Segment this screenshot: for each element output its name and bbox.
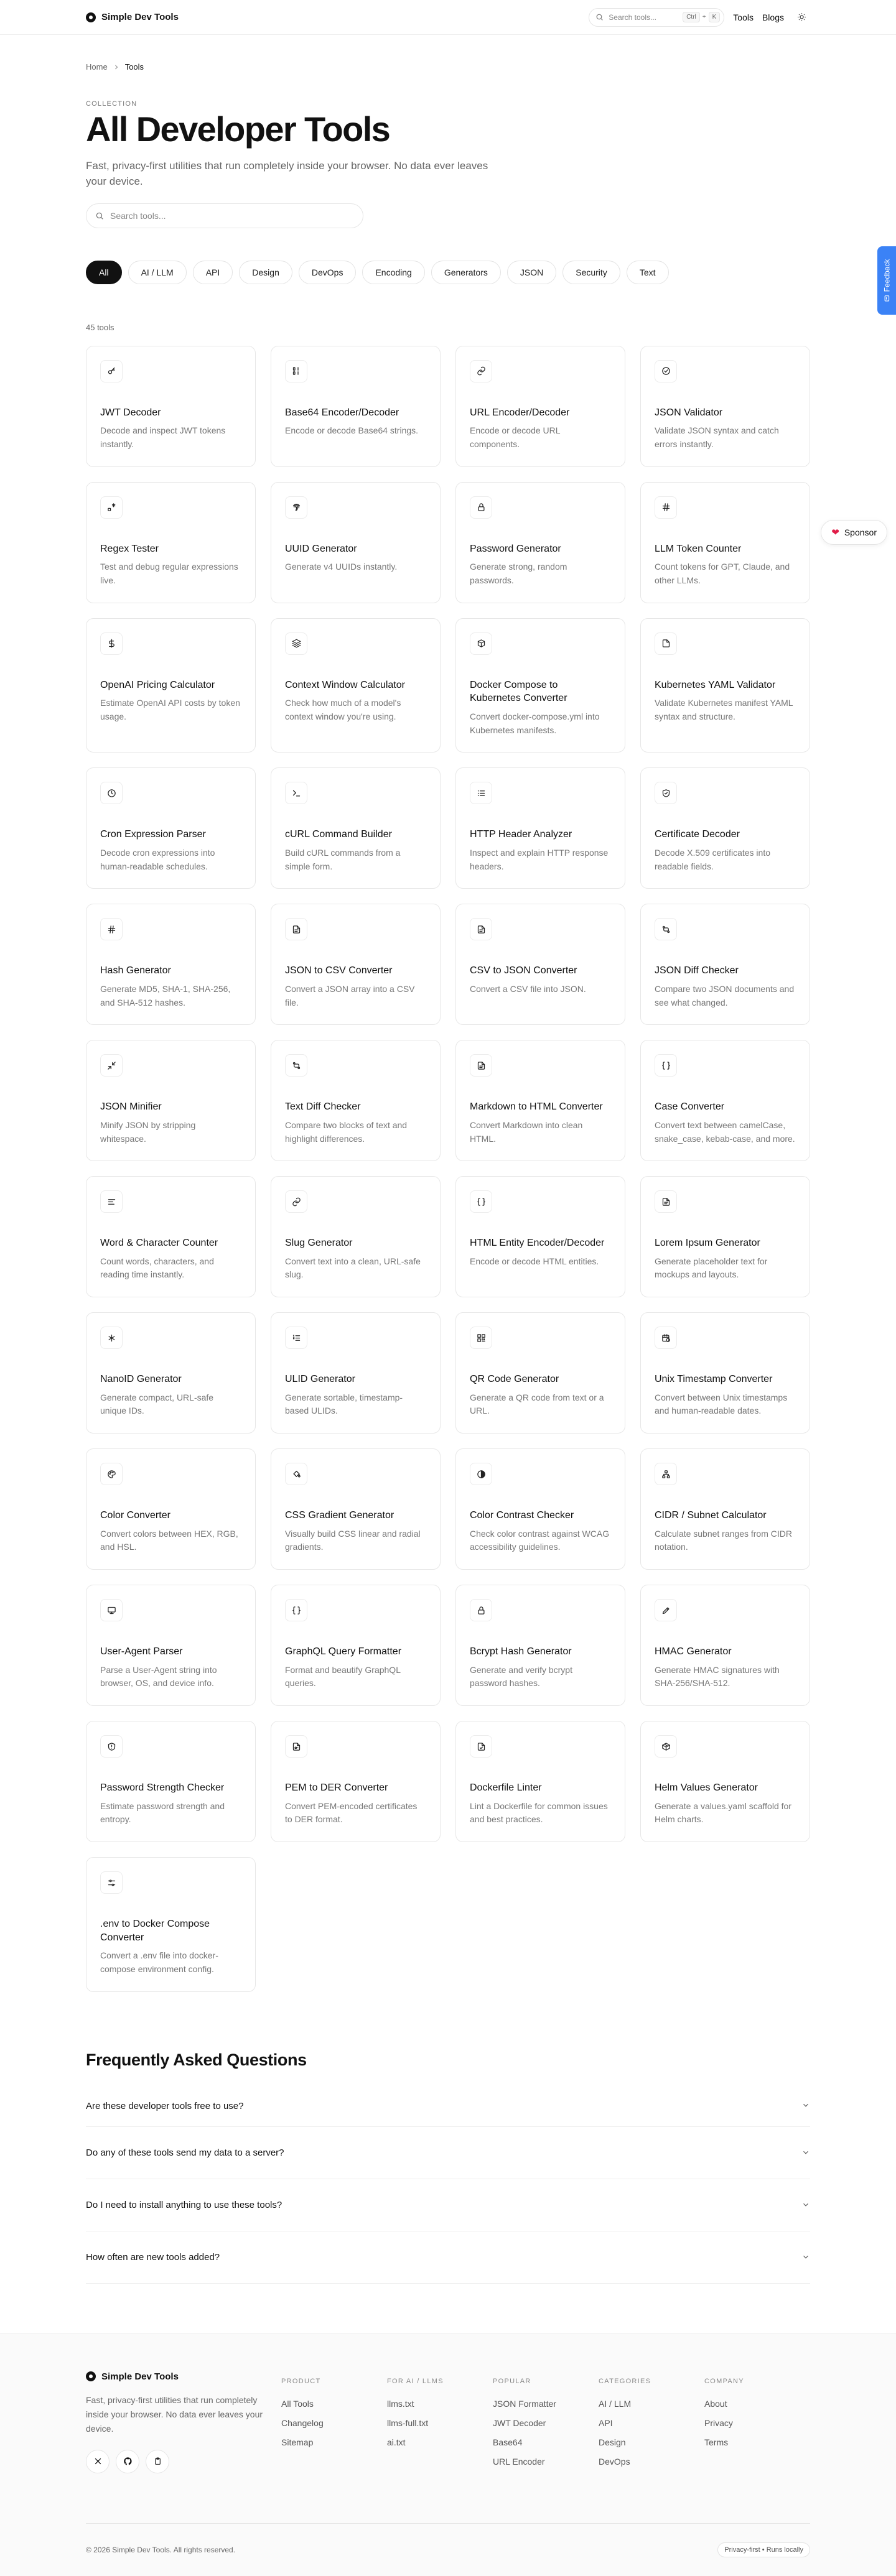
tool-card-title: Color Converter [100, 1510, 170, 1521]
tool-card-cron-expression-parser[interactable] [86, 767, 256, 889]
tool-card-openai-pricing-calculator[interactable] [86, 618, 256, 753]
footer-link-devops[interactable]: DevOps [599, 2456, 630, 2467]
braces-icon [655, 1054, 677, 1077]
tool-card-title: Helm Values Generator [655, 1782, 758, 1794]
sponsor-label: Sponsor [844, 527, 877, 537]
footer-link-about[interactable]: About [704, 2398, 727, 2409]
search-icon [595, 13, 604, 21]
tool-card-graphql-query-formatter[interactable] [271, 1585, 441, 1706]
diff-icon [655, 918, 677, 940]
tool-card-description: Test and debug regular expressions live. [100, 562, 238, 586]
faq-question: How often are new tools added? [86, 2251, 220, 2263]
tool-card-description: Encode or decode Base64 strings. [285, 425, 419, 436]
tool-card-description: Format and beautify GraphQL queries. [285, 1664, 401, 1689]
tool-card-user-agent-parser[interactable] [86, 1585, 256, 1706]
contrast-icon [470, 1463, 492, 1485]
tool-card-description: Compare two JSON documents and see what changed. [655, 983, 795, 1008]
filter-chip-generators[interactable]: Generators [431, 261, 501, 284]
kbd-plus: + [702, 14, 706, 21]
sliders-icon [100, 1871, 123, 1894]
tool-card-title: JSON Minifier [100, 1101, 162, 1113]
footer-link-sitemap[interactable]: Sitemap [281, 2437, 314, 2447]
logo-icon [86, 12, 96, 22]
privacy-badge: Privacy-first • Runs locally [717, 2542, 810, 2557]
chevron-down-icon [801, 2253, 810, 2261]
tool-card-title: QR Code Generator [470, 1374, 559, 1385]
shield-alert-icon [100, 1735, 123, 1758]
tool-card-description: Calculate subnet ranges from CIDR notation. [655, 1528, 792, 1552]
tool-card-title: Certificate Decoder [655, 829, 740, 840]
footer-link-llms-full-txt[interactable]: llms-full.txt [387, 2417, 429, 2428]
message-square-icon [884, 295, 890, 302]
github-link[interactable] [116, 2450, 139, 2473]
diff-icon [285, 1054, 307, 1077]
search-icon [95, 211, 104, 220]
feedback-tab[interactable] [877, 246, 896, 315]
tool-card-title: Context Window Calculator [285, 679, 405, 690]
tool-search [86, 203, 363, 228]
header-search-placeholder: Search tools... [609, 12, 656, 22]
tool-card-description: Generate placeholder text for mockups and layouts. [655, 1256, 768, 1280]
tool-card-title: JSON to CSV Converter [285, 965, 393, 976]
tool-card-env-to-docker-compose-converter[interactable] [86, 1857, 256, 1992]
breadcrumb-home[interactable]: Home [86, 62, 108, 72]
tool-card-description: Convert docker-compose.yml into Kubernetes manifests. [470, 711, 600, 735]
tool-card-title: Slug Generator [285, 1238, 353, 1249]
lock-icon [470, 496, 492, 519]
footer-bottom [86, 2523, 810, 2557]
file-icon [655, 632, 677, 655]
tool-card-base64-encoder-decoder[interactable] [271, 346, 441, 467]
tool-card-jwt-decoder[interactable] [86, 346, 256, 467]
footer-brand-name: Simple Dev Tools [101, 2371, 179, 2382]
clock-icon [100, 782, 123, 804]
file-text-icon [470, 1054, 492, 1077]
tool-card-description: Minify JSON by stripping whitespace. [100, 1119, 196, 1144]
footer-link-all-tools[interactable]: All Tools [281, 2398, 314, 2409]
tool-card-title: JSON Diff Checker [655, 965, 739, 976]
social-links [86, 2450, 281, 2473]
footer-columns [281, 2371, 810, 2476]
filter-chip-text[interactable]: Text [627, 261, 669, 284]
binary-icon [285, 360, 307, 382]
tool-card-title: Markdown to HTML Converter [470, 1101, 603, 1113]
tool-card-description: Convert PEM-encoded certificates to DER format. [285, 1800, 418, 1825]
key-icon [100, 360, 123, 382]
tool-card-title: CSS Gradient Generator [285, 1510, 394, 1521]
tool-card-description: Decode cron expressions into human-readable schedules. [100, 847, 215, 871]
site-footer [0, 2333, 896, 2576]
tool-card-description: Generate compact, URL-safe unique IDs. [100, 1392, 214, 1416]
footer-column-categories [599, 2371, 704, 2476]
x-link[interactable] [86, 2450, 110, 2473]
file-text-icon [655, 1190, 677, 1213]
copyright: © 2026 Simple Dev Tools. All rights reserved. [86, 2545, 236, 2554]
tool-card-kubernetes-yaml-validator[interactable] [640, 618, 810, 753]
tool-card-title: JSON Validator [655, 407, 723, 418]
link-icon [285, 1190, 307, 1213]
tool-card-uuid-generator[interactable] [271, 482, 441, 603]
sun-icon [797, 12, 806, 22]
tool-card-title: Text Diff Checker [285, 1101, 361, 1113]
fingerprint-icon [285, 496, 307, 519]
package-icon [655, 1735, 677, 1758]
tool-card-title: GraphQL Query Formatter [285, 1646, 402, 1657]
tool-card-description: Estimate password strength and entropy. [100, 1800, 225, 1825]
tool-card-title: Cron Expression Parser [100, 829, 206, 840]
file-key-icon [285, 1735, 307, 1758]
footer-tagline: Fast, privacy-first utilities that run completely inside your browser. No data ever leaves your device. [86, 2394, 263, 2434]
tool-card-description: Generate a QR code from text or a URL. [470, 1392, 604, 1416]
x-icon [94, 2457, 102, 2465]
chevron-down-icon [801, 2148, 810, 2157]
chevron-down-icon [801, 2200, 810, 2209]
tool-card-title: CIDR / Subnet Calculator [655, 1510, 767, 1521]
faq-item[interactable] [86, 2231, 810, 2284]
tool-card-dockerfile-linter[interactable] [455, 1721, 625, 1842]
file-text-icon [470, 918, 492, 940]
tool-card-description: Generate HMAC signatures with SHA-256/SHA-512. [655, 1664, 780, 1689]
filter-chip-design[interactable]: Design [239, 261, 292, 284]
eyebrow-label: COLLECTION [86, 100, 138, 108]
hash-icon [100, 918, 123, 940]
page-subtitle: Fast, privacy-first utilities that run completely inside your browser. No data ever leaves your device. [86, 159, 488, 188]
tool-card-docker-compose-to-kubernetes-converter[interactable] [455, 618, 625, 753]
chevron-down-icon [801, 2101, 810, 2110]
tool-card-description: Convert a .env file into docker-compose environment config. [100, 1950, 218, 1974]
tool-card-word-character-counter[interactable] [86, 1176, 256, 1297]
tool-card-description: Generate and verify bcrypt password hashes. [470, 1664, 572, 1689]
list-icon [470, 782, 492, 804]
tool-card-title: Bcrypt Hash Generator [470, 1646, 572, 1657]
filter-chip-api[interactable]: API [193, 261, 233, 284]
tool-card-title: Color Contrast Checker [470, 1510, 574, 1521]
feedback-label: Feedback [882, 259, 892, 292]
tool-card-description: Lint a Dockerfile for common issues and best practices. [470, 1800, 608, 1825]
tool-card-title: cURL Command Builder [285, 829, 392, 840]
tool-card-helm-values-generator[interactable] [640, 1721, 810, 1842]
tool-card-description: Inspect and explain HTTP response headers. [470, 847, 609, 871]
tool-card-description: Check color contrast against WCAG accessibility guidelines. [470, 1528, 610, 1552]
tool-card-description: Convert text between camelCase, snake_case, kebab-case, and more. [655, 1119, 795, 1144]
tool-card-url-encoder-decoder[interactable] [455, 346, 625, 467]
tool-card-description: Encode or decode HTML entities. [470, 1256, 599, 1266]
tool-card-json-diff-checker[interactable] [640, 904, 810, 1025]
tool-search-input[interactable] [110, 211, 354, 221]
tool-card-description: Decode X.509 certificates into readable fields. [655, 847, 770, 871]
breadcrumb [86, 62, 810, 72]
footer-link-list [281, 2399, 387, 2447]
footer-column-heading: CATEGORIES [599, 2377, 651, 2385]
tool-card-description: Compare two blocks of text and highlight differences. [285, 1119, 408, 1144]
footer-link-list [493, 2399, 599, 2467]
tool-card-title: Kubernetes YAML Validator [655, 679, 776, 690]
tool-card-title: NanoID Generator [100, 1374, 182, 1385]
footer-brand-link[interactable] [86, 2371, 281, 2382]
tool-card-description: Decode and inspect JWT tokens instantly. [100, 425, 226, 450]
nav-tools[interactable]: Tools [733, 12, 754, 22]
faq-question: Do I need to install anything to use these tools? [86, 2199, 282, 2210]
regex-icon [100, 496, 123, 519]
tool-card-description: Convert a CSV file into JSON. [470, 983, 586, 994]
tool-card-description: Convert colors between HEX, RGB, and HSL. [100, 1528, 238, 1552]
tool-card-title: Docker Compose to Kubernetes Converter [470, 679, 567, 704]
braces-icon [470, 1190, 492, 1213]
tool-card-title: Password Strength Checker [100, 1782, 225, 1794]
tool-card-description: Generate sortable, timestamp-based ULIDs. [285, 1392, 403, 1416]
nav-blogs[interactable]: Blogs [762, 12, 784, 22]
shield-check-icon [655, 782, 677, 804]
tool-card-title: Word & Character Counter [100, 1238, 218, 1249]
page-title: All Developer Tools [86, 109, 390, 149]
tool-card-lorem-ipsum-generator[interactable] [640, 1176, 810, 1297]
brand-name: Simple Dev Tools [101, 12, 179, 22]
tool-card-title: Lorem Ipsum Generator [655, 1238, 760, 1249]
file-text-icon [285, 918, 307, 940]
tool-card-title: LLM Token Counter [655, 543, 742, 554]
file-check-icon [470, 1735, 492, 1758]
clipboard-link[interactable] [146, 2450, 169, 2473]
filter-chip-json[interactable]: JSON [507, 261, 556, 284]
tool-card-cidr-subnet-calculator[interactable] [640, 1448, 810, 1570]
kbd-key: K [709, 12, 721, 22]
breadcrumb-current: Tools [124, 62, 144, 72]
site-header [0, 0, 896, 35]
pen-icon [655, 1599, 677, 1621]
footer-link-ai-llm[interactable]: AI / LLM [599, 2398, 632, 2409]
tool-card-password-generator[interactable] [455, 482, 625, 603]
qr-code-icon [470, 1327, 492, 1349]
tool-card-title: User-Agent Parser [100, 1646, 183, 1657]
category-filters [86, 261, 810, 284]
tool-card-description: Validate JSON syntax and catch errors instantly. [655, 425, 779, 450]
tool-card-description: Generate v4 UUIDs instantly. [285, 562, 398, 572]
faq-item[interactable] [86, 2179, 810, 2231]
tool-card-title: .env to Docker Compose Converter [100, 1919, 210, 1943]
tool-card-description: Parse a User-Agent string into browser, OS, and device info. [100, 1664, 217, 1689]
tool-card-title: Unix Timestamp Converter [655, 1374, 773, 1385]
main-content [86, 62, 810, 2284]
sponsor-button[interactable] [821, 520, 887, 545]
tool-card-title: UUID Generator [285, 543, 357, 554]
footer-link-api[interactable]: API [599, 2417, 613, 2428]
faq-list [86, 2087, 810, 2284]
footer-link-privacy[interactable]: Privacy [704, 2417, 733, 2428]
theme-toggle-button[interactable] [793, 9, 810, 26]
tool-card-title: HMAC Generator [655, 1646, 732, 1657]
network-icon [655, 1463, 677, 1485]
footer-link-list [387, 2399, 493, 2447]
tool-card-title: JWT Decoder [100, 407, 161, 418]
footer-brand [86, 2371, 281, 2476]
tool-card-qr-code-generator[interactable] [455, 1312, 625, 1434]
monitor-icon [100, 1599, 123, 1621]
header-actions [589, 8, 810, 27]
terminal-icon [285, 782, 307, 804]
footer-link-list [599, 2399, 704, 2467]
tool-card-description: Build cURL commands from a simple form. [285, 847, 401, 871]
tool-card-html-entity-encoder-decoder[interactable] [455, 1176, 625, 1297]
tool-count: 45 tools [86, 322, 114, 332]
tool-card-description: Convert a JSON array into a CSV file. [285, 983, 415, 1008]
tool-card-description: Visually build CSS linear and radial gradients. [285, 1528, 421, 1552]
layers-icon [285, 632, 307, 655]
footer-link-terms[interactable]: Terms [704, 2437, 729, 2447]
filter-chip-devops[interactable]: DevOps [299, 261, 357, 284]
calendar-clock-icon [655, 1327, 677, 1349]
filter-chip-security[interactable]: Security [562, 261, 620, 284]
tool-card-slug-generator[interactable] [271, 1176, 441, 1297]
tool-card-description: Validate Kubernetes manifest YAML syntax and structure. [655, 698, 793, 722]
lock-icon [470, 1599, 492, 1621]
dollar-icon [100, 632, 123, 655]
tool-card-csv-to-json-converter[interactable] [455, 904, 625, 1025]
tool-grid [86, 346, 810, 1992]
footer-column-heading: PRODUCT [281, 2377, 321, 2385]
tool-card-text-diff-checker[interactable] [271, 1040, 441, 1161]
palette-icon [100, 1463, 123, 1485]
tool-card-css-gradient-generator[interactable] [271, 1448, 441, 1570]
clipboard-icon [154, 2457, 162, 2465]
tool-card-password-strength-checker[interactable] [86, 1721, 256, 1842]
tool-card-nanoid-generator[interactable] [86, 1312, 256, 1434]
tool-card-description: Convert between Unix timestamps and human-readable dates. [655, 1392, 788, 1416]
footer-link-url-encoder[interactable]: URL Encoder [493, 2456, 545, 2467]
asterisk-icon [100, 1327, 123, 1349]
tool-card-color-converter[interactable] [86, 1448, 256, 1570]
boxes-icon [470, 632, 492, 655]
footer-column-company [704, 2371, 810, 2476]
footer-link-base64[interactable]: Base64 [493, 2437, 523, 2447]
tool-card-description: Generate MD5, SHA-1, SHA-256, and SHA-512 hashes. [100, 983, 231, 1008]
tool-card-bcrypt-hash-generator[interactable] [455, 1585, 625, 1706]
footer-link-design[interactable]: Design [599, 2437, 626, 2447]
kbd-ctrl: Ctrl [683, 12, 700, 22]
tool-card-title: URL Encoder/Decoder [470, 407, 570, 418]
heart-icon: ❤ [831, 527, 839, 538]
chevron-right-icon [113, 63, 120, 71]
tool-card-llm-token-counter[interactable] [640, 482, 810, 603]
filter-chip-ai-llm[interactable]: AI / LLM [128, 261, 187, 284]
tool-card-json-to-csv-converter[interactable] [271, 904, 441, 1025]
github-icon [123, 2457, 133, 2466]
tool-card-title: HTTP Header Analyzer [470, 829, 572, 840]
filter-chip-all[interactable]: All [86, 261, 122, 284]
tool-card-description: Convert Markdown into clean HTML. [470, 1119, 583, 1144]
logo-icon [86, 2371, 96, 2381]
minimize-icon [100, 1054, 123, 1077]
tool-card-description: Estimate OpenAI API costs by token usage. [100, 698, 240, 722]
tool-card-title: OpenAI Pricing Calculator [100, 679, 215, 690]
footer-link-jwt-decoder[interactable]: JWT Decoder [493, 2417, 546, 2428]
footer-column-heading: FOR AI / LLMS [387, 2377, 444, 2385]
footer-link-changelog[interactable]: Changelog [281, 2417, 324, 2428]
footer-column-product [281, 2371, 387, 2476]
tool-card-title: ULID Generator [285, 1374, 355, 1385]
faq-title: Frequently Asked Questions [86, 2050, 307, 2069]
tool-card-title: Base64 Encoder/Decoder [285, 407, 399, 418]
tool-card-description: Generate strong, random passwords. [470, 562, 567, 586]
footer-link-ai-txt[interactable]: ai.txt [387, 2437, 406, 2447]
header-search[interactable] [589, 8, 724, 27]
tool-card-title: PEM to DER Converter [285, 1782, 388, 1794]
tool-card-ulid-generator[interactable] [271, 1312, 441, 1434]
tool-card-http-header-analyzer[interactable] [455, 767, 625, 889]
tool-card-case-converter[interactable] [640, 1040, 810, 1161]
tool-card-json-minifier[interactable] [86, 1040, 256, 1161]
faq-question: Do any of these tools send my data to a server? [86, 2147, 284, 2158]
footer-link-json-formatter[interactable]: JSON Formatter [493, 2398, 556, 2409]
align-left-icon [100, 1190, 123, 1213]
tool-card-description: Convert text into a clean, URL-safe slug. [285, 1256, 421, 1280]
check-circle-icon [655, 360, 677, 382]
tool-card-description: Check how much of a model's context window you're using. [285, 698, 401, 722]
faq-item[interactable] [86, 2087, 810, 2127]
faq-question: Are these developer tools free to use? [86, 2100, 244, 2111]
tool-card-pem-to-der-converter[interactable] [271, 1721, 441, 1842]
tool-card-title: Hash Generator [100, 965, 171, 976]
hash-icon [655, 496, 677, 519]
tool-card-title: Password Generator [470, 543, 561, 554]
tool-card-hmac-generator[interactable] [640, 1585, 810, 1706]
tool-card-markdown-to-html-converter[interactable] [455, 1040, 625, 1161]
tool-card-description: Count words, characters, and reading time instantly. [100, 1256, 214, 1280]
list-ordered-icon [285, 1327, 307, 1349]
footer-column-heading: COMPANY [704, 2377, 744, 2385]
footer-link-llms-txt[interactable]: llms.txt [387, 2398, 414, 2409]
tool-card-description: Encode or decode URL components. [470, 425, 561, 450]
keyboard-shortcut [683, 12, 720, 22]
braces-icon [285, 1599, 307, 1621]
tool-card-context-window-calculator[interactable] [271, 618, 441, 753]
footer-column-heading: POPULAR [493, 2377, 531, 2385]
tool-card-regex-tester[interactable] [86, 482, 256, 603]
tool-card-color-contrast-checker[interactable] [455, 1448, 625, 1570]
tool-card-title: Case Converter [655, 1101, 725, 1113]
brand-link[interactable] [86, 12, 179, 22]
tool-card-title: Regex Tester [100, 543, 159, 554]
tool-card-description: Count tokens for GPT, Claude, and other LLMs. [655, 562, 790, 586]
tool-card-description: Generate a values.yaml scaffold for Helm charts. [655, 1800, 791, 1825]
tool-card-json-validator[interactable] [640, 346, 810, 467]
link-icon [470, 360, 492, 382]
tool-card-curl-command-builder[interactable] [271, 767, 441, 889]
tool-card-unix-timestamp-converter[interactable] [640, 1312, 810, 1434]
tool-card-title: CSV to JSON Converter [470, 965, 577, 976]
tool-card-title: Dockerfile Linter [470, 1782, 542, 1794]
faq-item[interactable] [86, 2127, 810, 2179]
footer-column-popular [493, 2371, 599, 2476]
footer-column-for-ai-llms [387, 2371, 493, 2476]
tool-card-hash-generator[interactable] [86, 904, 256, 1025]
footer-link-list [704, 2399, 810, 2447]
tool-card-certificate-decoder[interactable] [640, 767, 810, 889]
paint-bucket-icon [285, 1463, 307, 1485]
tool-card-title: HTML Entity Encoder/Decoder [470, 1238, 605, 1249]
filter-chip-encoding[interactable]: Encoding [362, 261, 424, 284]
